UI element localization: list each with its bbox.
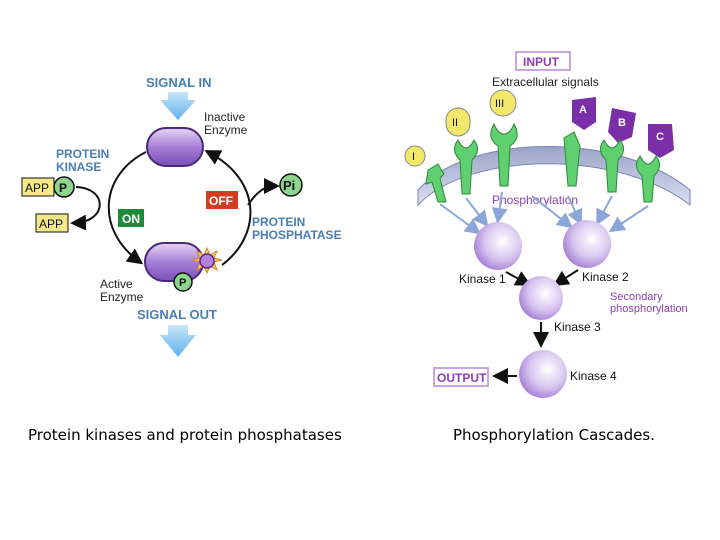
caption-right: Phosphorylation Cascades. <box>453 426 655 444</box>
svg-text:B: B <box>618 117 626 129</box>
active-enzyme <box>145 243 203 281</box>
svg-text:III: III <box>495 98 505 110</box>
signal-in-label: SIGNAL IN <box>146 75 212 90</box>
svg-text:C: C <box>656 131 664 143</box>
p-phosphate-text: P <box>59 181 68 195</box>
ligand-ii <box>446 108 470 136</box>
pi-text: Pi <box>283 178 296 193</box>
svg-text:A: A <box>579 104 587 116</box>
ligand-i <box>405 146 425 166</box>
ligand-a <box>572 97 596 130</box>
kinase-4-node <box>519 350 567 398</box>
bound-substrate-icon <box>200 254 214 268</box>
k1-to-k3-arrow <box>506 272 528 284</box>
kinase-2-label: Kinase 2 <box>582 270 629 284</box>
off-text: OFF <box>209 194 233 208</box>
inactive-enzyme-label: Inactive Enzyme <box>204 110 248 137</box>
kinase-3-node <box>519 276 563 320</box>
kinase-1-node <box>474 222 522 270</box>
kinase-4-label: Kinase 4 <box>570 369 617 383</box>
kinase-transfer-arrow <box>74 187 100 223</box>
svg-text:II: II <box>452 117 459 129</box>
phosphorylation-cascade-diagram <box>405 52 690 398</box>
on-text: ON <box>122 212 140 226</box>
kinase-3-label: Kinase 3 <box>554 320 601 334</box>
signal-out-label: SIGNAL OUT <box>137 307 217 322</box>
extracellular-label: Extracellular signals <box>492 75 599 89</box>
active-enzyme-label: Active Enzyme <box>100 277 144 304</box>
caption-left: Protein kinases and protein phosphatases <box>28 426 342 444</box>
secondary-phosphorylation-label: Secondary phosphorylation <box>610 291 688 315</box>
protein-kinase-label: PROTEIN KINASE <box>56 147 110 174</box>
pi-release-arrow <box>248 186 276 205</box>
kinase-phosphatase-diagram <box>22 75 342 357</box>
k2-to-k3-arrow <box>556 270 578 284</box>
input-text: INPUT <box>523 55 559 69</box>
app-p-text: APP <box>25 181 50 195</box>
ligand-c <box>648 124 674 158</box>
output-text: OUTPUT <box>437 371 487 385</box>
cycle-left-arc <box>109 152 146 262</box>
ligand-b <box>608 108 636 143</box>
kinase-2-node <box>563 220 611 268</box>
phosphorylation-label: Phosphorylation <box>492 193 579 207</box>
svg-text:I: I <box>412 151 416 163</box>
signal-in-arrow <box>160 92 196 120</box>
ligand-iii <box>490 90 516 116</box>
kinase-1-label: Kinase 1 <box>459 272 506 286</box>
inactive-enzyme <box>147 128 203 166</box>
protein-phosphatase-label: PROTEIN PHOSPHATASE <box>252 215 342 242</box>
app-text: APP <box>39 217 64 231</box>
signal-out-arrow <box>160 325 196 357</box>
enzyme-phosphate-text: P <box>179 277 187 289</box>
